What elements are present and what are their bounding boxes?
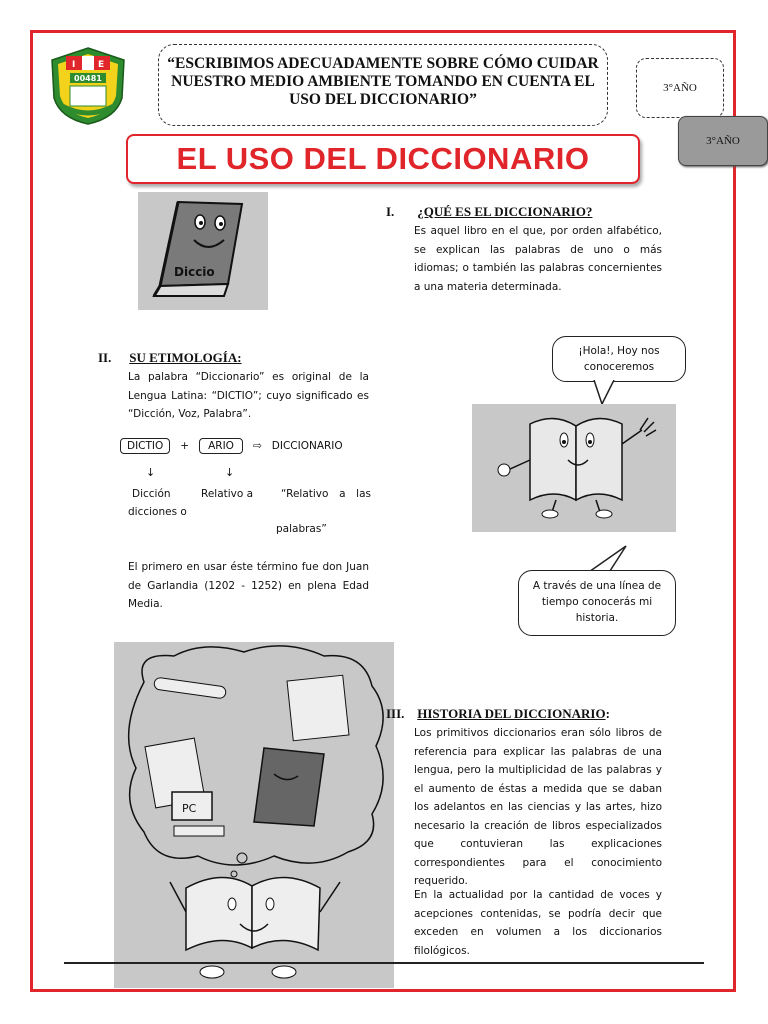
open-book-character-image: [472, 404, 676, 532]
down-arrow-icon: ↓: [146, 466, 156, 479]
headline-line-3: USO DEL DICCIONARIO”: [289, 91, 477, 108]
book-label: Diccio: [174, 265, 215, 279]
bubble-hello-line-2: conoceremos: [583, 361, 655, 373]
section-2-body: La palabra “Diccionario” es original de la Lengua Latina: “DICTIO”; cuyo significado es “Dicción, Voz, Palabra”.: [128, 371, 369, 420]
meaning-relativo-palabras: “Relativo a las: [281, 488, 371, 500]
meaning-dicciones: dicciones o: [128, 506, 187, 518]
svg-text:E: E: [98, 60, 105, 70]
book-cartoon-image: [138, 192, 268, 310]
section-2-heading: [98, 350, 242, 366]
plus-sign: +: [180, 440, 190, 452]
svg-text:I: I: [72, 60, 76, 70]
title-banner: [126, 134, 640, 184]
section-2-origin: El primero en usar éste término fue don Juan de Garlandia (1202 - 1252) en plena Edad Media.: [128, 561, 369, 610]
section-1-number: I.: [386, 204, 395, 219]
section-3-heading: [386, 706, 610, 722]
headline-line-2: NUESTRO MEDIO AMBIENTE TOMANDO EN CUENTA EL: [171, 73, 595, 90]
activity-headline: [158, 44, 608, 126]
dreaming-book-image: [114, 642, 394, 988]
down-arrow-icon: ↓: [225, 466, 235, 479]
bubble-history-line-3: historia.: [575, 612, 619, 624]
right-arrow-icon: ⇨: [252, 440, 262, 452]
section-1-body: Es aquel libro en el que, por orden alfabético, se explican las palabras de uno o más idiomas; o también las palabras concernientes a una materia determinada.: [414, 225, 662, 293]
speech-bubble-hello: [552, 336, 686, 382]
section-1-heading: [386, 204, 592, 220]
school-logo: [48, 46, 128, 126]
section-3-number: III.: [386, 706, 405, 721]
bubble-hello-line-1: ¡Hola!, Hoy nos: [578, 345, 660, 357]
meaning-palabras: palabras”: [276, 523, 327, 535]
section-3-body-2: En la actualidad por la cantidad de voces y acepciones contenidas, se podría decir que exceden en volumen a los diccionarios filológicos.: [414, 889, 662, 957]
speech-bubble-history: [518, 570, 676, 636]
bubble-history-line-1: A través de una línea de: [532, 580, 662, 592]
bubble-history-line-2: tiempo conocerás mi: [541, 596, 653, 608]
grade-label: 3°AÑO: [663, 82, 697, 94]
section-3-colon: :: [605, 706, 610, 721]
svg-text:00481: 00481: [74, 74, 102, 83]
word-diccionario: DICCIONARIO: [271, 440, 343, 452]
grade-tab-label: 3°AÑO: [706, 135, 740, 147]
word-dictio: DICTIO: [120, 438, 170, 454]
etymology-formula: [120, 438, 343, 454]
grade-box: [636, 58, 724, 118]
section-3-title: HISTORIA DEL DICCIONARIO: [417, 706, 606, 721]
section-2-number: II.: [98, 350, 112, 365]
meaning-relativo: Relativo a: [201, 488, 254, 500]
meaning-diccion: Dicción: [132, 488, 171, 500]
footer-divider: [64, 962, 704, 964]
headline-line-1: “ESCRIBIMOS ADECUADAMENTE SOBRE CÓMO CUIDAR: [167, 55, 599, 72]
pc-label: PC: [182, 802, 197, 815]
section-3-body-1: Los primitivos diccionarios eran sólo libros de referencia para explicar las palabras de una lengua, pero la multiplicidad de las palabras y el aumento de éstas a medida que se daban los adelantos en las ciencias y las artes, hizo necesario la creación de libros especializados que contuvieran las explicaciones correspondientes para el conocimiento requerido.: [414, 727, 662, 887]
page-title: EL USO DEL DICCIONARIO: [176, 141, 590, 176]
word-ario: ARIO: [199, 438, 243, 454]
section-2-title: SU ETIMOLOGÍA:: [129, 350, 242, 365]
section-1-title: ¿QUÉ ES EL DICCIONARIO?: [417, 204, 593, 219]
grade-tab: [678, 116, 768, 166]
